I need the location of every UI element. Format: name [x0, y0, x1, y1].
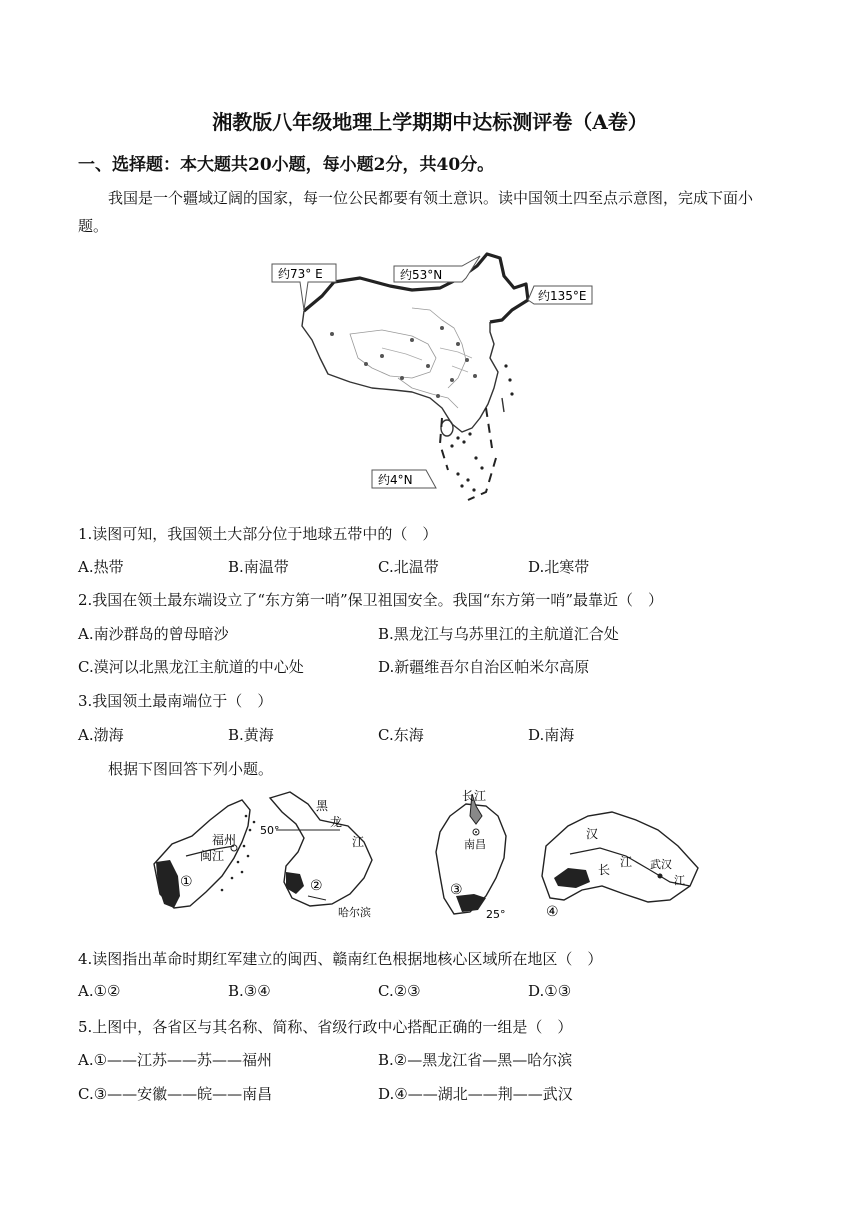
- jiangxi-number: ③: [450, 882, 463, 898]
- north-extreme-label: 约53°N: [400, 268, 443, 282]
- china-extreme-points-map: [262, 248, 597, 510]
- heilongjiang-number: ②: [310, 878, 323, 894]
- fujian-city-label: 福州: [212, 833, 237, 847]
- q5-option-d: D.④——湖北——荆——武汉: [378, 1085, 573, 1103]
- fujian-number: ①: [180, 874, 193, 890]
- q3-option-d: D.南海: [528, 726, 575, 744]
- q5-option-c: C.③——安徽——皖——南昌: [78, 1085, 273, 1103]
- hubei-map: [542, 812, 698, 920]
- q2-option-c: C.漠河以北黑龙江主航道的中心处: [78, 658, 304, 676]
- q1-option-a: A.热带: [78, 558, 124, 576]
- q3-option-b: B.黄海: [228, 726, 274, 744]
- jiangxi-lat-label: 25°: [486, 908, 506, 921]
- section-heading: 一、选择题：本大题共20小题，每小题2分，共40分。: [78, 155, 495, 175]
- fujian-map: [154, 800, 255, 908]
- q3-option-a: A.渤海: [78, 726, 124, 744]
- question-5: 5.上图中，各省区与其名称、简称、省级行政中心搭配正确的一组是（ ）: [78, 1018, 573, 1036]
- hubei-city-label: 武汉: [650, 858, 672, 871]
- page-title: 湘教版八年级地理上学期期中达标测评卷（A卷）: [212, 110, 648, 134]
- intro-paragraph-2: 根据下图回答下列小题。: [108, 760, 274, 778]
- q5-option-a: A.①——江苏——苏——福州: [78, 1051, 273, 1069]
- east-extreme-label: 约135°E: [538, 289, 587, 303]
- q4-option-a: A.①②: [78, 982, 121, 1000]
- question-3: 3.我国领土最南端位于（ ）: [78, 692, 273, 710]
- hubei-river2-char-1: 长: [598, 863, 611, 877]
- q4-option-d: D.①③: [528, 982, 572, 1000]
- south-extreme-label: 约4°N: [378, 473, 413, 487]
- heilongjiang-river-char-2: 龙: [330, 815, 343, 829]
- q4-option-b: B.③④: [228, 982, 271, 1000]
- hubei-extra-label: 江: [674, 874, 685, 887]
- jiangxi-map: [436, 789, 506, 921]
- province-maps: [150, 786, 710, 926]
- q3-option-c: C.东海: [378, 726, 424, 744]
- q2-option-d: D.新疆维吾尔自治区帕米尔高原: [378, 658, 590, 676]
- intro-paragraph-1: 我国是一个疆域辽阔的国家，每一位公民都要有领土意识。读中国领土四至点示意图，完成下面小题。: [78, 189, 754, 235]
- fujian-river-label: 闽江: [200, 849, 225, 863]
- jiangxi-city-label: 南昌: [464, 838, 486, 851]
- heilongjiang-lat-label: 50°: [260, 824, 280, 837]
- heilongjiang-city-label: 哈尔滨: [338, 906, 371, 919]
- jiangxi-river-label: 长江: [462, 789, 487, 803]
- west-extreme-label: 约73° E: [278, 267, 323, 281]
- question-1: 1.读图可知，我国领土大部分位于地球五带中的（ ）: [78, 525, 438, 543]
- question-2: 2.我国在领土最东端设立了“东方第一哨”保卫祖国安全。我国“东方第一哨”最靠近（ ）: [78, 591, 663, 609]
- q1-option-d: D.北寒带: [528, 558, 590, 576]
- q5-option-b: B.②—黑龙江省—黑—哈尔滨: [378, 1051, 573, 1069]
- hubei-river2-char-2: 江: [620, 855, 633, 869]
- heilongjiang-map: [260, 792, 372, 919]
- hubei-river1-label: 汉: [586, 827, 599, 841]
- hubei-number: ④: [546, 904, 559, 920]
- heilongjiang-river-char-1: 黑: [316, 799, 329, 813]
- question-4: 4.读图指出革命时期红军建立的闽西、赣南红色根据地核心区域所在地区（ ）: [78, 950, 603, 968]
- q2-option-b: B.黑龙江与乌苏里江的主航道汇合处: [378, 625, 619, 643]
- q4-option-c: C.②③: [378, 982, 421, 1000]
- q1-option-c: C.北温带: [378, 558, 439, 576]
- q1-option-b: B.南温带: [228, 558, 289, 576]
- heilongjiang-river-char-3: 江: [352, 835, 365, 849]
- q2-option-a: A.南沙群岛的曾母暗沙: [78, 625, 229, 643]
